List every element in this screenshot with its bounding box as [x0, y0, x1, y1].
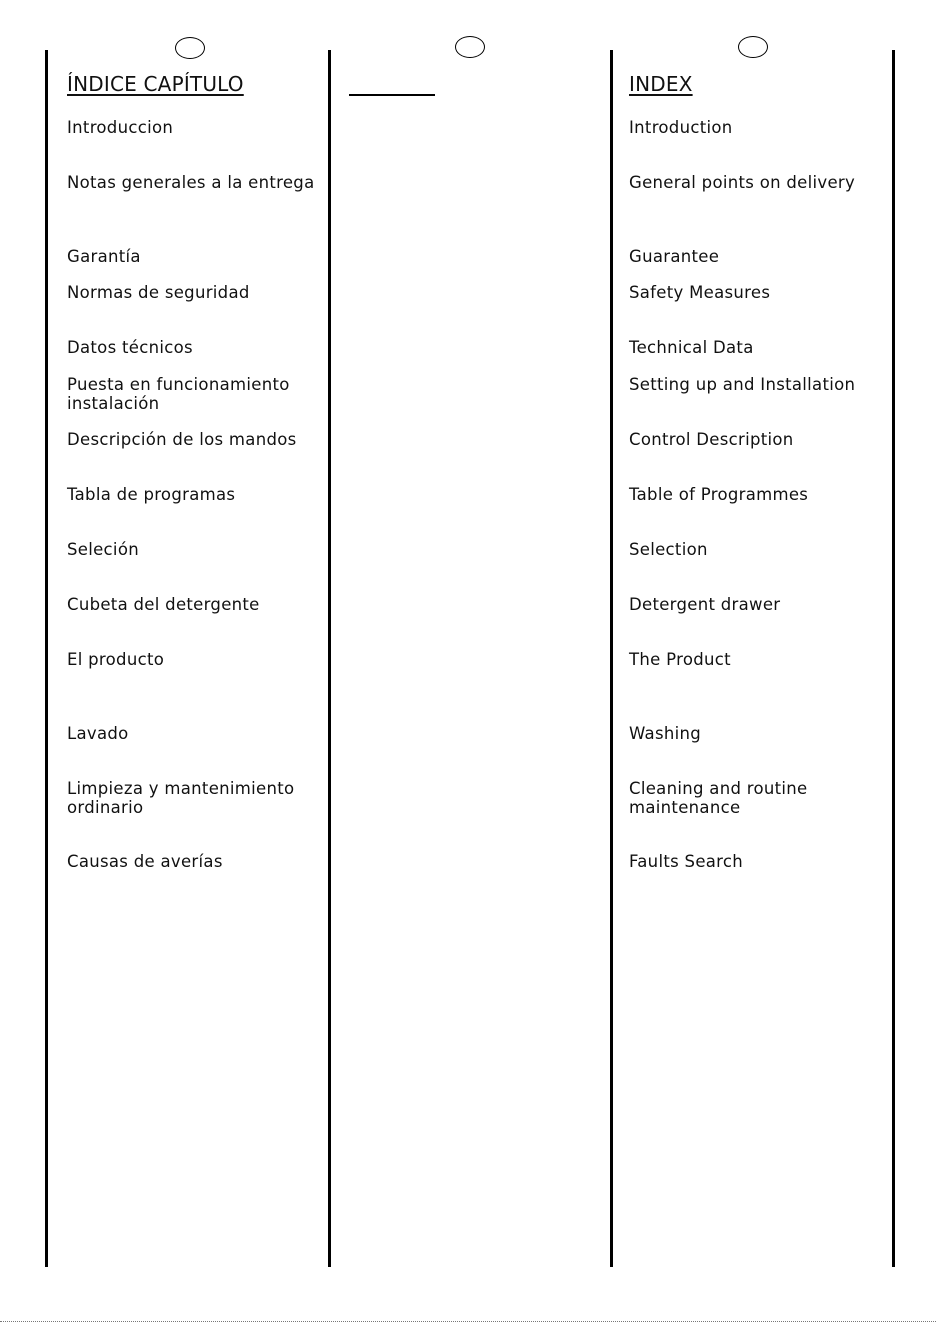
index-item: Washing	[629, 724, 702, 743]
index-item: Selection	[629, 540, 708, 559]
index-item: Table of Programmes	[629, 485, 809, 504]
index-item: Lavado	[67, 724, 129, 743]
index-item: Causas de averías	[67, 852, 223, 871]
column-divider-right	[892, 50, 895, 1267]
index-item: Tabla de programas	[67, 485, 236, 504]
index-item: General points on delivery	[629, 173, 856, 192]
index-item: Introduccion	[67, 118, 174, 137]
language-flag-circle-es	[175, 37, 205, 59]
index-item: Faults Search	[629, 852, 744, 871]
page-bottom-rule	[0, 1321, 936, 1322]
index-item: Seleción	[67, 540, 139, 559]
index-item: Introduction	[629, 118, 733, 137]
index-item: The Product	[629, 650, 731, 669]
index-heading-spanish: ÍNDICE CAPÍTULO	[67, 72, 244, 96]
index-item: Detergent drawer	[629, 595, 781, 614]
index-item: Limpieza y mantenimiento ordinario	[67, 779, 295, 817]
index-item: Control Description	[629, 430, 794, 449]
index-item: Descripción de los mandos	[67, 430, 297, 449]
column-divider-left	[45, 50, 48, 1267]
index-item: Notas generales a la entrega	[67, 173, 315, 192]
index-item: Cubeta del detergente	[67, 595, 260, 614]
blank-heading-underline	[349, 94, 435, 96]
index-heading-english: INDEX	[629, 72, 693, 96]
index-item: Setting up and Installation	[629, 375, 856, 394]
index-item: El producto	[67, 650, 165, 669]
index-item: Technical Data	[629, 338, 754, 357]
column-divider-middle-right	[610, 50, 613, 1267]
index-item: Garantía	[67, 247, 141, 266]
index-item: Cleaning and routine maintenance	[629, 779, 808, 817]
index-item: Safety Measures	[629, 283, 771, 302]
index-item: Guarantee	[629, 247, 720, 266]
column-divider-middle-left	[328, 50, 331, 1267]
index-item: Datos técnicos	[67, 338, 193, 357]
index-item: Puesta en funcionamiento instalación	[67, 375, 290, 413]
language-flag-circle-blank	[455, 36, 485, 58]
index-item: Normas de seguridad	[67, 283, 250, 302]
language-flag-circle-en	[738, 36, 768, 58]
